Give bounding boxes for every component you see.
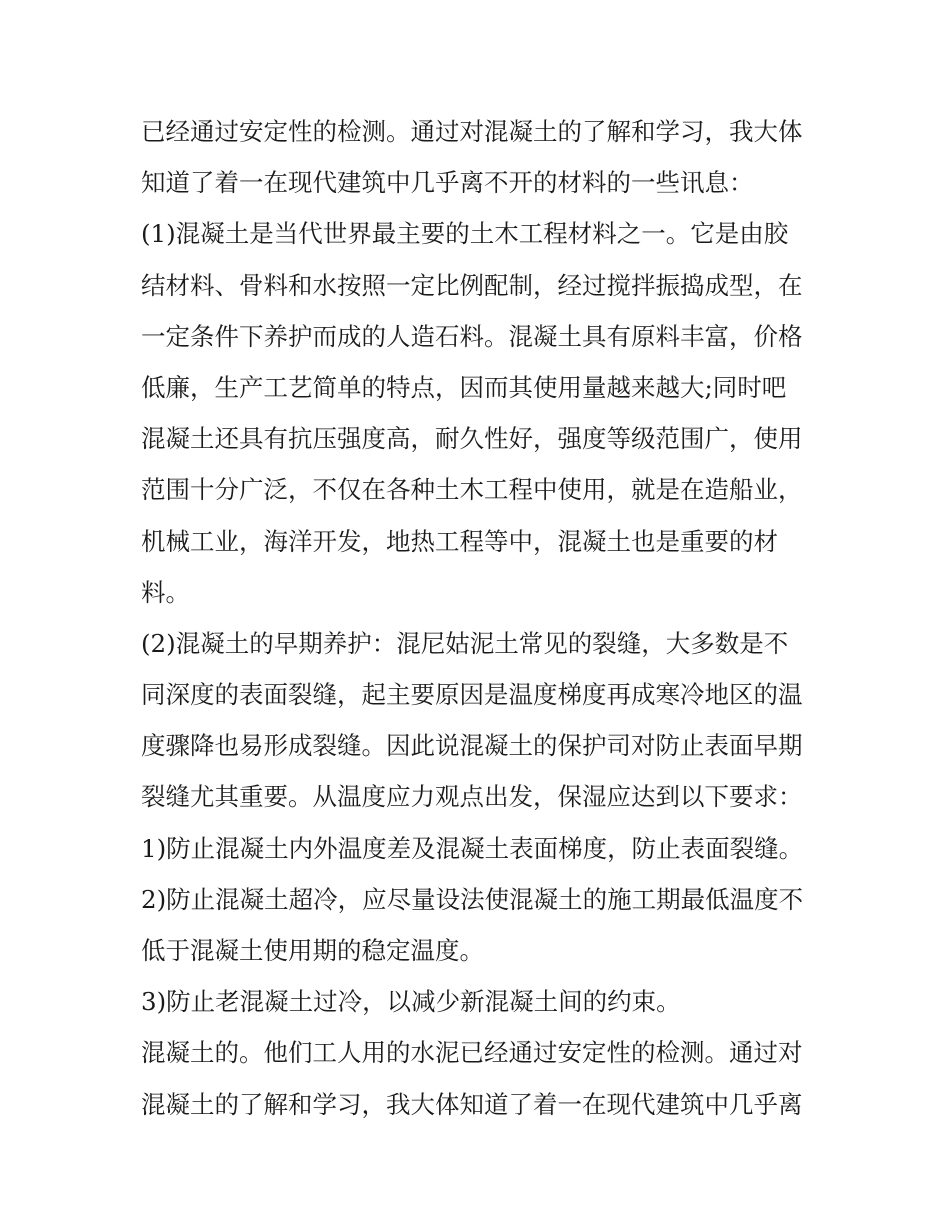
text-line: 混凝土的了解和学习，我大体知道了着一在现代建筑中几乎离 — [141, 1089, 803, 1119]
text-line: 低于混凝土使用期的稳定温度。 — [141, 936, 484, 965]
text-line: 混凝土的。他们工人用的水泥已经通过安定性的检测。通过对 — [141, 1038, 803, 1068]
text-line: (1)混凝土是当代世界最主要的土木工程材料之一。它是由胶 — [141, 219, 789, 249]
text-line: 裂缝尤其重要。从温度应力观点出发，保湿应达到以下要求： — [141, 782, 803, 812]
text-line: 知道了着一在现代建筑中几乎离不开的材料的一些讯息： — [141, 168, 754, 198]
text-line: 1)防止混凝土内外温度差及混凝土表面梯度，防止表面裂缝。 — [141, 833, 804, 863]
text-line: 已经通过安定性的检测。通过对混凝土的了解和学习，我大体 — [141, 117, 803, 146]
text-line: 结材料、骨料和水按照一定比例配制，经过搅拌振捣成型，在 — [141, 270, 803, 300]
text-line: 2)防止混凝土超冷，应尽量设法使混凝土的施工期最低温度不 — [141, 884, 804, 914]
body-text — [141, 106, 821, 1130]
text-line: 机械工业，海洋开发，地热工程等中，混凝土也是重要的材 — [141, 526, 778, 556]
text-line: (2)混凝土的早期养护：混尼姑泥土常见的裂缝，大多数是不 — [141, 628, 789, 658]
text-line: 3)防止老混凝土过冷，以减少新混凝土间的约束。 — [141, 987, 681, 1017]
text-line: 度骤降也易形成裂缝。因此说混凝土的保护司对防止表面早期 — [141, 731, 803, 761]
text-line: 料。 — [141, 577, 190, 607]
text-line: 混凝土还具有抗压强度高，耐久性好，强度等级范围广，使用 — [141, 424, 803, 454]
text-line: 低廉，生产工艺简单的特点，因而其使用量越来越大;同时吧 — [141, 372, 787, 402]
text-line: 同深度的表面裂缝，起主要原因是温度梯度再成寒冷地区的温 — [141, 680, 803, 710]
text-line: 范围十分广泛，不仅在各种土木工程中使用，就是在造船业， — [141, 475, 803, 505]
text-line: 一定条件下养护而成的人造石料。混凝土具有原料丰富，价格 — [141, 321, 803, 351]
